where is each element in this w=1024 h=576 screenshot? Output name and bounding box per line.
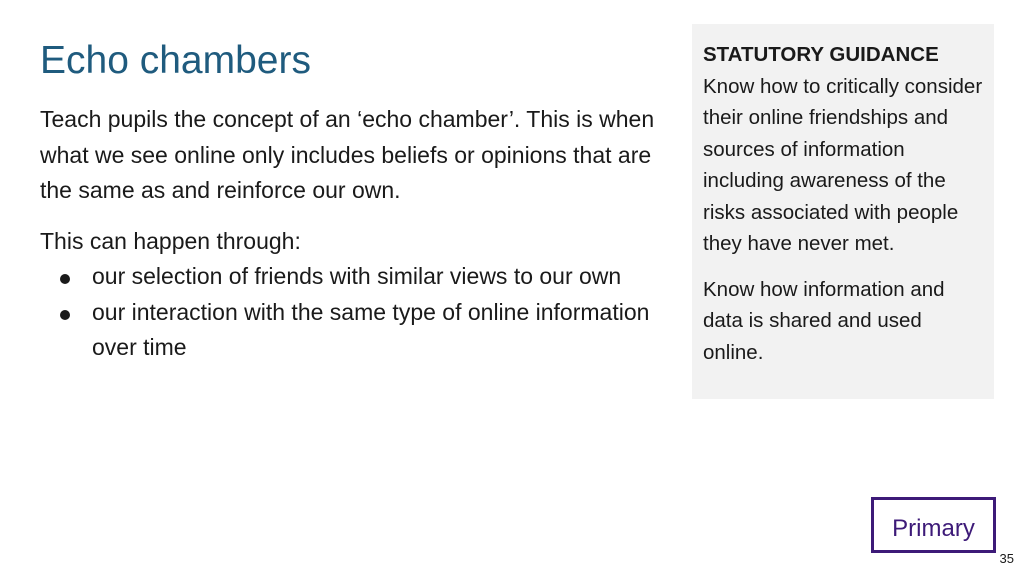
intro-paragraph: Teach pupils the concept of an ‘echo chamber’. This is when what we see online only includes beliefs or opinions that are the same as and reinforce our own. xyxy=(40,106,655,203)
bullet-text: our selection of friends with similar views to our own xyxy=(92,263,622,289)
guidance-heading: STATUTORY GUIDANCE xyxy=(703,43,939,66)
main-content xyxy=(40,102,670,366)
statutory-guidance-panel xyxy=(692,24,994,399)
bullet-dot-icon xyxy=(60,310,70,320)
bullet-text: our interaction with the same type of online information over time xyxy=(92,298,650,360)
guidance-paragraph: Know how to critically consider their online friendships and sources of information including awareness of the risks associated with people they have never met. xyxy=(703,74,983,255)
guidance-paragraph: Know how information and data is shared and used online. xyxy=(703,277,945,364)
bullet-list xyxy=(40,259,670,366)
primary-badge: Primary xyxy=(871,497,996,553)
list-intro: This can happen through: xyxy=(40,227,301,254)
slide-title: Echo chambers xyxy=(40,39,311,82)
bullet-dot-icon xyxy=(60,274,70,284)
bullet-item xyxy=(40,259,670,295)
bullet-item xyxy=(40,295,670,366)
page-number: 35 xyxy=(999,551,1014,566)
